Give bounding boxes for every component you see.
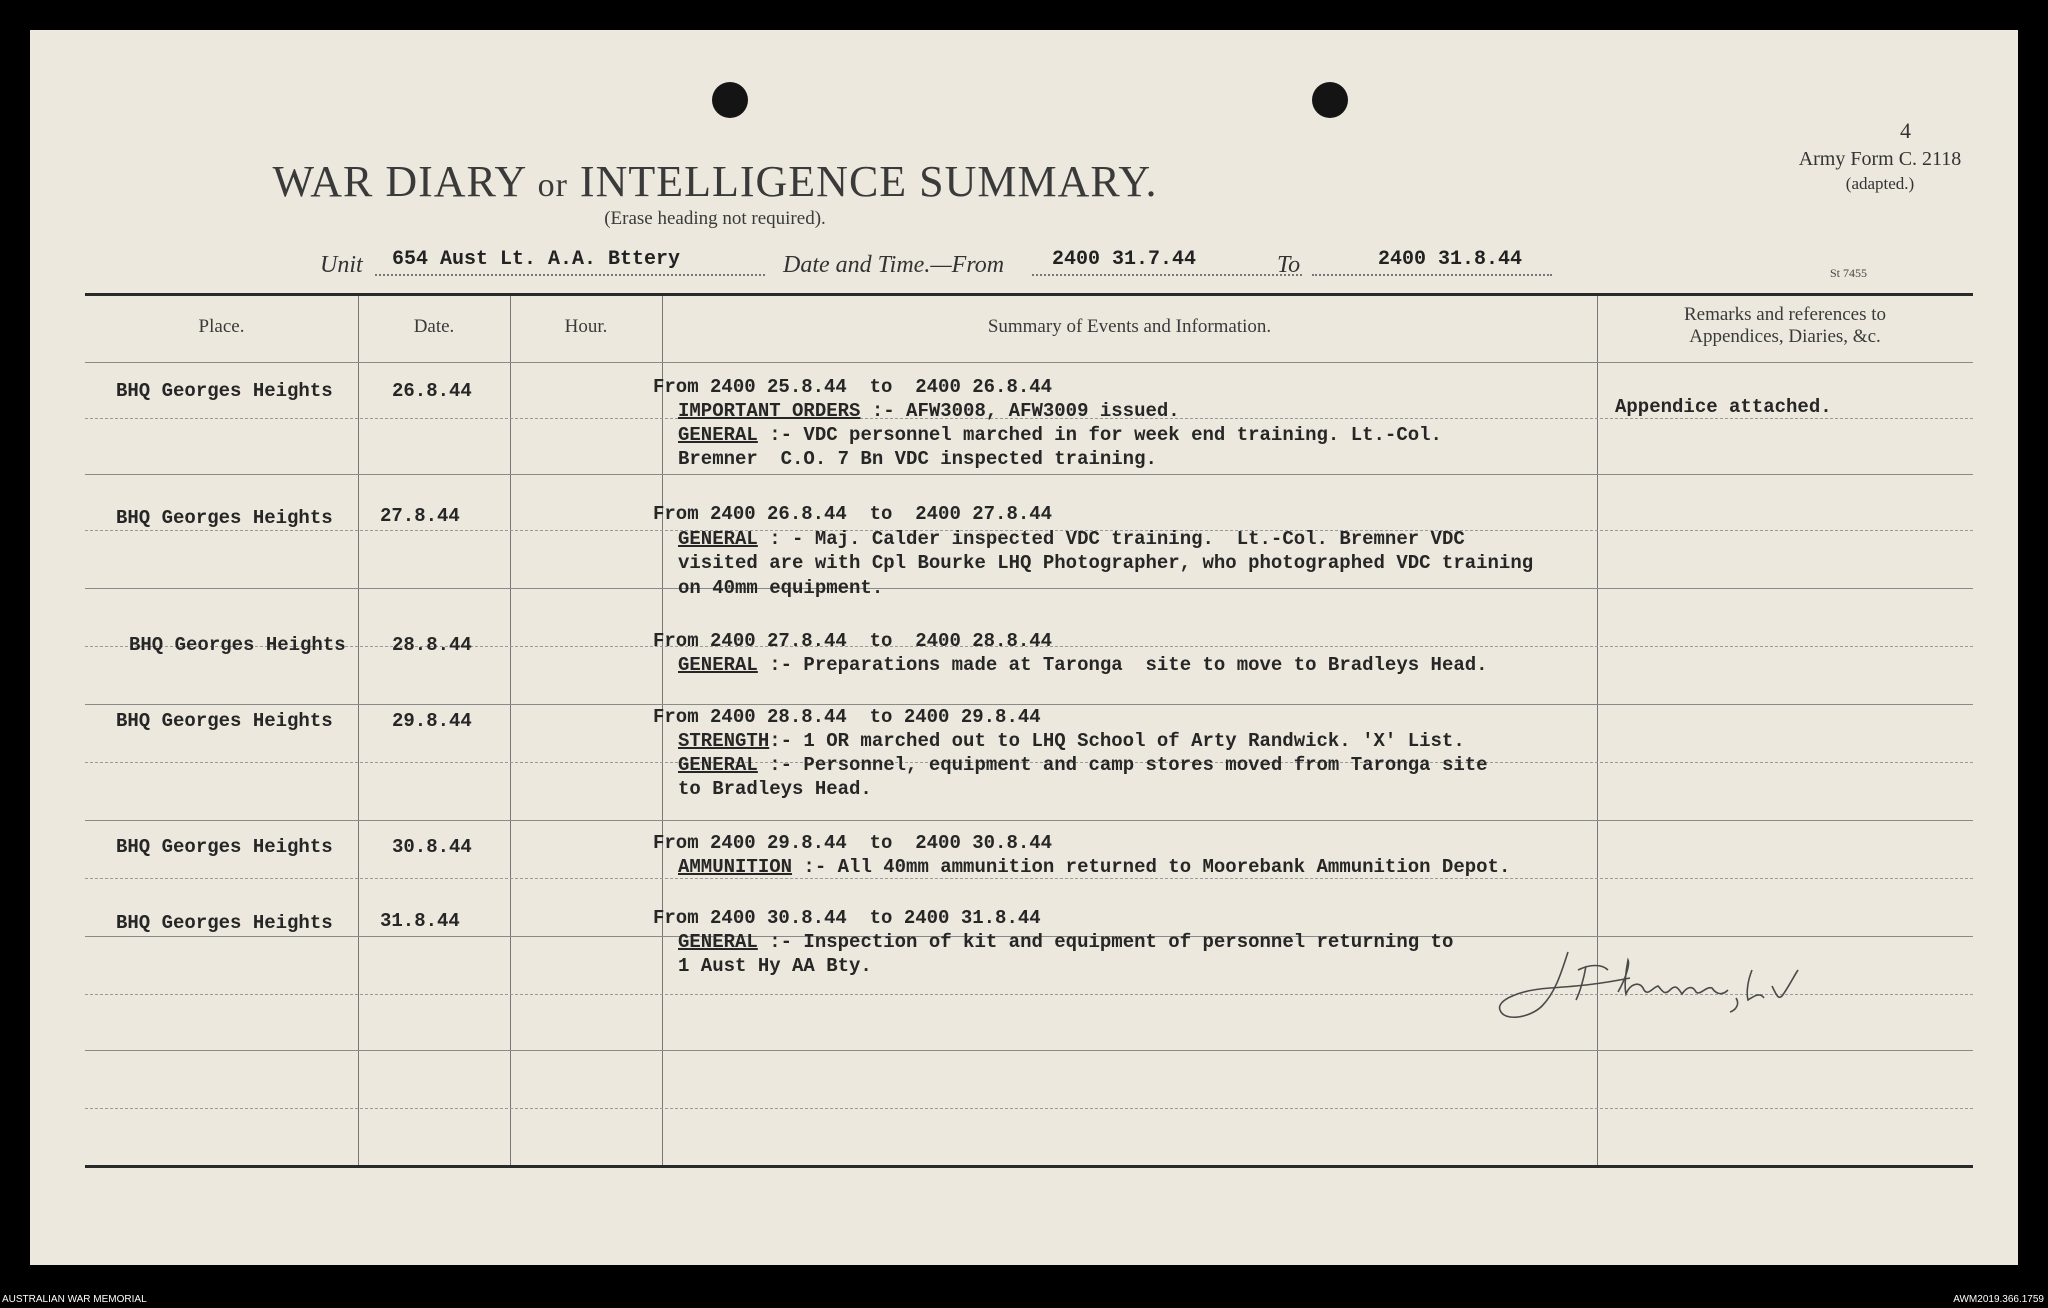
column-header-place: Place. [198, 316, 245, 337]
table-bottom-rule [85, 1165, 1973, 1168]
form-subtitle: (Erase heading not required). [604, 208, 826, 229]
archive-credit: AUSTRALIAN WAR MEMORIAL [2, 1294, 147, 1305]
entry-place: BHQ Georges Heights [116, 380, 333, 402]
ruled-line [85, 1050, 1973, 1051]
form-number: Army Form C. 2118 [1798, 148, 1962, 170]
entry-place: BHQ Georges Heights [116, 912, 333, 934]
entry-place: BHQ Georges Heights [116, 710, 333, 732]
to-dotline [1312, 274, 1552, 276]
ruled-line [85, 878, 1973, 879]
entry-remarks: Appendice attached. [1615, 396, 1832, 418]
to-label: To [1277, 252, 1301, 278]
entry-period: From 2400 30.8.44 to 2400 31.8.44 [653, 907, 1041, 929]
table-top-rule [85, 293, 1973, 296]
war-diary-form [30, 30, 2018, 1265]
column-divider [510, 296, 511, 1165]
column-divider [662, 296, 663, 1165]
entry-line: GENERAL : - Maj. Calder inspected VDC training. Lt.-Col. Bremner VDC [678, 528, 1465, 550]
ruled-line [85, 1108, 1973, 1109]
entry-line: GENERAL :- Personnel, equipment and camp stores moved from Taronga site [678, 754, 1488, 776]
header-rule [85, 362, 1973, 363]
column-header-hour: Hour. [564, 316, 608, 337]
entry-date: 29.8.44 [392, 710, 472, 732]
entry-period: From 2400 25.8.44 to 2400 26.8.44 [653, 376, 1053, 398]
ruled-line [85, 588, 1973, 589]
entry-line: STRENGTH:- 1 OR marched out to LHQ School of Arty Randwick. 'X' List. [678, 730, 1465, 752]
stationery-number: St 7455 [1830, 266, 1868, 280]
entry-date: 30.8.44 [392, 836, 472, 858]
entry-period: From 2400 27.8.44 to 2400 28.8.44 [653, 630, 1053, 652]
entry-period: From 2400 29.8.44 to 2400 30.8.44 [653, 832, 1053, 854]
ruled-line [85, 820, 1973, 821]
column-header-summary: Summary of Events and Information. [987, 316, 1272, 337]
entry-date: 28.8.44 [392, 634, 472, 656]
entry-line: Bremner C.O. 7 Bn VDC inspected training. [678, 448, 1157, 470]
date-time-label: Date and Time.—From [783, 252, 1005, 278]
handwritten-signature [1490, 930, 1820, 1040]
column-header-date: Date. [413, 316, 455, 337]
entry-date: 31.8.44 [380, 910, 460, 932]
form-title: WAR DIARY or INTELLIGENCE SUMMARY. [272, 157, 1158, 206]
unit-value: 654 Aust Lt. A.A. Bttery [392, 248, 681, 271]
entry-line: GENERAL :- VDC personnel marched in for week end training. Lt.-Col. [678, 424, 1442, 446]
entry-line: to Bradleys Head. [678, 778, 872, 800]
column-header-remarks: Appendices, Diaries, &c. [1689, 326, 1881, 347]
entry-line: GENERAL :- Inspection of kit and equipment of personnel returning to [678, 931, 1454, 953]
entry-place: BHQ Georges Heights [116, 507, 333, 529]
ruled-line [85, 474, 1973, 475]
corner-mark: 4 [1900, 118, 1911, 143]
entry-line: 1 Aust Hy AA Bty. [678, 955, 872, 977]
entry-period: From 2400 28.8.44 to 2400 29.8.44 [653, 706, 1041, 728]
ruled-line [85, 704, 1973, 705]
entry-date: 26.8.44 [392, 380, 472, 402]
entry-line: AMMUNITION :- All 40mm ammunition returned to Moorebank Ammunition Depot. [678, 856, 1511, 878]
punch-hole-right [1312, 82, 1348, 118]
entry-line: visited are with Cpl Bourke LHQ Photographer, who photographed VDC training [678, 552, 1534, 574]
entry-line: on 40mm equipment. [678, 577, 884, 599]
archive-reference: AWM2019.366.1759 [1953, 1294, 2044, 1305]
entry-place: BHQ Georges Heights [116, 836, 333, 858]
to-value: 2400 31.8.44 [1378, 248, 1523, 271]
entry-place: BHQ Georges Heights [129, 634, 346, 656]
from-dotline [1032, 274, 1302, 276]
from-value: 2400 31.7.44 [1052, 248, 1197, 271]
entry-line: GENERAL :- Preparations made at Taronga site to move to Bradleys Head. [678, 654, 1488, 676]
entry-date: 27.8.44 [380, 505, 460, 527]
punch-hole-left [712, 82, 748, 118]
entry-line: IMPORTANT ORDERS :- AFW3008, AFW3009 issued. [678, 400, 1180, 422]
form-adapted-note: (adapted.) [1845, 174, 1915, 193]
column-header-remarks: Remarks and references to [1683, 304, 1887, 325]
column-divider [358, 296, 359, 1165]
unit-dotline [375, 274, 765, 276]
unit-label: Unit [320, 252, 363, 278]
entry-period: From 2400 26.8.44 to 2400 27.8.44 [653, 503, 1053, 525]
